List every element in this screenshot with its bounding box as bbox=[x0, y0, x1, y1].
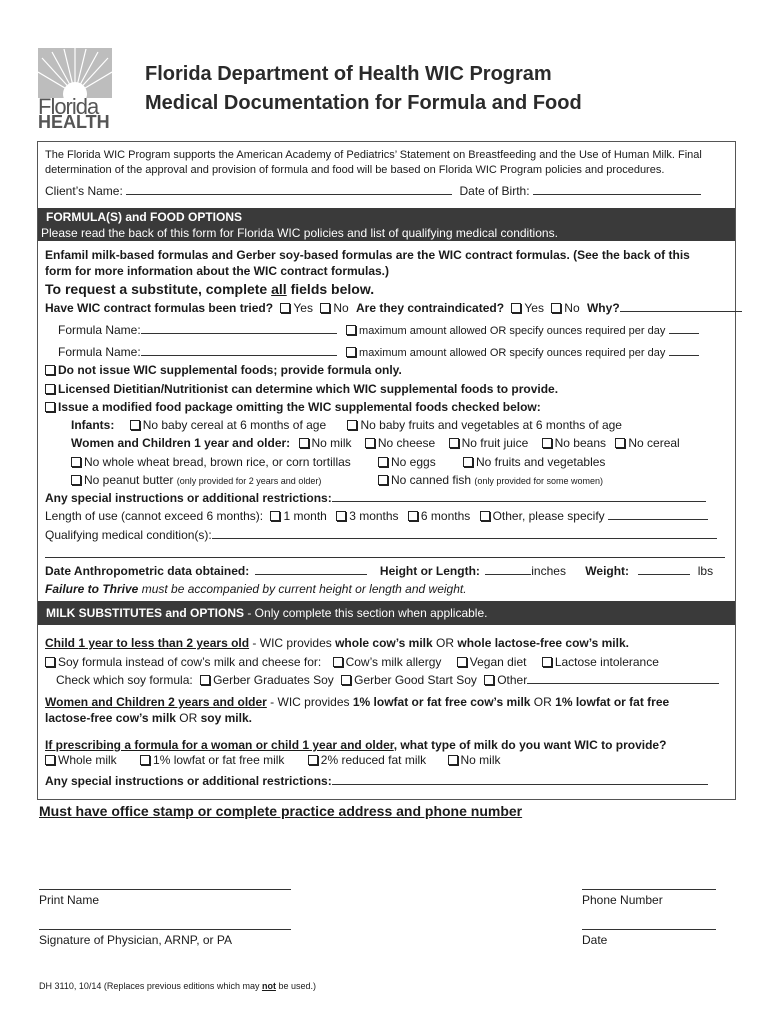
lactose-intolerance-label: Lactose intolerance bbox=[554, 655, 659, 669]
max-amount-checkbox-1[interactable] bbox=[346, 325, 356, 335]
no-cereal-checkbox[interactable] bbox=[615, 438, 625, 448]
women-line2-or: OR bbox=[175, 711, 201, 725]
anthro-label: Date Anthropometric data obtained: bbox=[45, 564, 250, 578]
six-months-label: 6 months bbox=[420, 509, 471, 523]
why-label: Why? bbox=[586, 301, 620, 315]
lowfat-milk-checkbox[interactable] bbox=[140, 755, 150, 765]
special-instructions-label-2: Any special instructions or additional restrictions: bbox=[45, 774, 332, 788]
intro-line-1: The Florida WIC Program supports the American Academy of Pediatrics’ Statement on Breastfeeding and the Use of Human Milk. Final bbox=[45, 149, 702, 161]
other-soy-label: Other bbox=[497, 673, 528, 687]
women-mid: - WIC provides bbox=[266, 695, 353, 709]
women-heading: Women and Children 2 years and older bbox=[45, 695, 267, 709]
logo-word-health: HEALTH bbox=[38, 112, 110, 132]
special-instructions-field-2[interactable] bbox=[332, 773, 708, 785]
reduced-fat-checkbox[interactable] bbox=[308, 755, 318, 765]
soy-instead-row bbox=[45, 654, 659, 670]
formula-name-label: Formula Name: bbox=[58, 323, 141, 337]
no-whole-wheat-checkbox[interactable] bbox=[71, 457, 81, 467]
contract-line-1: Enfamil milk-based formulas and Gerber soy-based formulas are the WIC contract formulas. (See the back of this bbox=[45, 248, 690, 262]
check-soy-row bbox=[56, 672, 719, 688]
vegan-checkbox[interactable] bbox=[457, 657, 467, 667]
weight-label: Weight: bbox=[585, 564, 630, 578]
client-name-field[interactable] bbox=[126, 183, 452, 195]
no-supplemental-label: Do not issue WIC supplemental foods; provide formula only. bbox=[58, 363, 402, 377]
failure-to-thrive-note bbox=[45, 581, 467, 597]
substitute-all: all bbox=[271, 281, 287, 297]
date-line[interactable] bbox=[582, 929, 716, 930]
form-id bbox=[39, 978, 316, 994]
milk-section-bar bbox=[38, 601, 735, 625]
no-peanut-checkbox[interactable] bbox=[71, 475, 81, 485]
print-name-label: Print Name bbox=[39, 893, 100, 907]
qualifying-row bbox=[45, 527, 717, 543]
height-label: Height or Length: bbox=[379, 564, 480, 578]
opt-dietitian bbox=[45, 381, 558, 397]
dietitian-checkbox[interactable] bbox=[45, 384, 55, 394]
no-fruit-juice-checkbox[interactable] bbox=[449, 438, 459, 448]
no-supplemental-checkbox[interactable] bbox=[45, 365, 55, 375]
other-length-label: Other, please specify bbox=[492, 509, 605, 523]
women-line-2 bbox=[45, 710, 252, 726]
special-instructions-row-1 bbox=[45, 490, 706, 506]
tried-yes-checkbox[interactable] bbox=[280, 303, 290, 313]
client-name-label: Client’s Name: bbox=[45, 184, 123, 198]
three-months-checkbox[interactable] bbox=[336, 511, 346, 521]
no-eggs-label: No eggs bbox=[391, 455, 436, 469]
no-cheese-label: No cheese bbox=[377, 436, 436, 450]
ftt-rest: must be accompanied by current height or length and weight. bbox=[138, 582, 467, 596]
opt-modified bbox=[45, 399, 541, 415]
women-or: OR bbox=[530, 695, 556, 709]
women-lowfat2: 1% lowfat or fat free bbox=[555, 695, 670, 709]
weight-field[interactable] bbox=[638, 563, 690, 575]
print-name-line[interactable] bbox=[39, 889, 291, 890]
no-whole-wheat-label: No whole wheat bread, brown rice, or corn tortillas bbox=[84, 455, 351, 469]
formula-name-field-2[interactable] bbox=[141, 344, 337, 356]
no-milk-type-checkbox[interactable] bbox=[448, 755, 458, 765]
client-name-row bbox=[45, 183, 701, 199]
tried-no-label: No bbox=[333, 301, 349, 315]
soy-instead-checkbox[interactable] bbox=[45, 657, 55, 667]
length-of-use-row bbox=[45, 508, 708, 524]
milk-bar-text bbox=[46, 606, 487, 620]
phone-number-label: Phone Number bbox=[582, 893, 663, 907]
peanut-note: (only provided for 2 years and older) bbox=[176, 476, 322, 486]
max-amount-label: maximum amount allowed OR specify ounces required per day bbox=[359, 325, 666, 337]
formula-name-row-1 bbox=[58, 322, 699, 339]
ounces-field-2[interactable] bbox=[669, 344, 699, 356]
check-soy-label: Check which soy formula: bbox=[56, 673, 193, 687]
infants-label: Infants: bbox=[71, 418, 115, 432]
phone-number-line[interactable] bbox=[582, 889, 716, 890]
women-lowfat: 1% lowfat or fat free cow’s milk bbox=[352, 695, 531, 709]
max-amount-checkbox-2[interactable] bbox=[346, 347, 356, 357]
special-instructions-label: Any special instructions or additional restrictions: bbox=[45, 491, 332, 505]
tried-row bbox=[45, 300, 742, 316]
canned-fish-row bbox=[378, 472, 603, 489]
no-canned-fish-label: No canned fish bbox=[391, 473, 472, 487]
lbs-label: lbs bbox=[697, 564, 714, 578]
why-field[interactable] bbox=[620, 300, 742, 312]
sunburst-icon bbox=[38, 48, 112, 98]
one-month-checkbox[interactable] bbox=[270, 511, 280, 521]
dietitian-label: Licensed Dietitian/Nutritionist can determine which WIC supplemental foods to provide. bbox=[58, 382, 559, 396]
contra-no-checkbox[interactable] bbox=[551, 303, 561, 313]
substitute-pre: To request a substitute, complete bbox=[45, 281, 272, 297]
form-id-not: not bbox=[261, 981, 276, 991]
no-eggs-checkbox[interactable] bbox=[378, 457, 388, 467]
ftt-bold: Failure to Thrive bbox=[45, 582, 139, 596]
other-soy-field[interactable] bbox=[527, 672, 719, 684]
child-whole: whole cow’s milk bbox=[335, 636, 433, 650]
tried-label: Have WIC contract formulas been tried? bbox=[45, 301, 274, 315]
other-soy-checkbox[interactable] bbox=[484, 675, 494, 685]
no-fruits-veg-checkbox[interactable] bbox=[463, 457, 473, 467]
whole-milk-checkbox[interactable] bbox=[45, 755, 55, 765]
no-fruits-veg-label: No fruits and vegetables bbox=[476, 455, 606, 469]
whole-milk-label: Whole milk bbox=[58, 753, 117, 767]
no-baby-cereal-checkbox[interactable] bbox=[130, 420, 140, 430]
modified-label: Issue a modified food package omitting the WIC supplemental foods checked below: bbox=[58, 400, 541, 414]
one-month-label: 1 month bbox=[283, 509, 327, 523]
milk-type-row bbox=[45, 752, 501, 768]
anthro-date-field[interactable] bbox=[255, 563, 367, 575]
substitute-heading bbox=[45, 280, 374, 298]
formula-bar-subtitle: Please read the back of this form for Florida WIC policies and list of qualifying medical conditions. bbox=[41, 226, 558, 240]
no-peanut-label: No peanut butter bbox=[84, 473, 174, 487]
signature-label: Signature of Physician, ARNP, or PA bbox=[39, 933, 232, 947]
form-id-pre: DH 3110, 10/14 (Replaces previous editions which may bbox=[39, 981, 262, 991]
women-children-label: Women and Children 1 year and older: bbox=[71, 436, 291, 450]
prescribing-row bbox=[45, 737, 666, 753]
florida-health-logo bbox=[38, 48, 112, 132]
form-id-post: be used.) bbox=[275, 981, 316, 991]
formula-bar-title: FORMULA(S) and FOOD OPTIONS bbox=[46, 210, 242, 224]
substitute-post: fields below. bbox=[286, 281, 375, 297]
three-months-label: 3 months bbox=[349, 509, 399, 523]
women-heading-row bbox=[45, 694, 669, 710]
anthro-row bbox=[45, 563, 713, 579]
prescribing-heading: If prescribing a formula for a woman or child 1 year and older bbox=[45, 738, 394, 752]
gerber-good-start-label: Gerber Good Start Soy bbox=[354, 673, 477, 687]
contra-yes-label: Yes bbox=[524, 301, 544, 315]
date-label: Date bbox=[582, 933, 608, 947]
women-line2-a: lactose-free cow’s milk bbox=[45, 711, 176, 725]
dob-field[interactable] bbox=[533, 183, 701, 195]
no-canned-fish-checkbox[interactable] bbox=[378, 475, 388, 485]
no-baby-fruits-checkbox[interactable] bbox=[347, 420, 357, 430]
page-subtitle: Medical Documentation for Formula and Food bbox=[145, 92, 582, 114]
qualifying-field-line-2[interactable] bbox=[45, 557, 725, 558]
special-instructions-field-1[interactable] bbox=[332, 490, 706, 502]
cow-allergy-checkbox[interactable] bbox=[333, 657, 343, 667]
no-milk-label: No milk bbox=[311, 436, 352, 450]
gerber-graduates-label: Gerber Graduates Soy bbox=[213, 673, 334, 687]
ounces-field-1[interactable] bbox=[669, 322, 699, 334]
gerber-graduates-checkbox[interactable] bbox=[200, 675, 210, 685]
no-baby-cereal-label: No baby cereal at 6 months of age bbox=[142, 418, 327, 432]
inches-label: inches bbox=[531, 564, 566, 578]
formula-name-label: Formula Name: bbox=[58, 345, 141, 359]
page-title: Florida Department of Health WIC Program bbox=[145, 63, 552, 85]
child-heading-row bbox=[45, 635, 629, 651]
formula-section-bar bbox=[38, 208, 735, 241]
peanut-row bbox=[71, 472, 321, 489]
no-baby-fruits-label: No baby fruits and vegetables at 6 months of age bbox=[360, 418, 622, 432]
gerber-good-start-checkbox[interactable] bbox=[341, 675, 351, 685]
intro-line-2: determination of the approval and provision of formula and food will be based on Florida WIC Program policies and procedures. bbox=[45, 164, 665, 176]
signature-line[interactable] bbox=[39, 929, 291, 930]
child-mid: - WIC provides bbox=[249, 636, 336, 650]
six-months-checkbox[interactable] bbox=[408, 511, 418, 521]
no-cereal-label: No cereal bbox=[628, 436, 680, 450]
special-instructions-row-2 bbox=[45, 773, 708, 789]
vegan-label: Vegan diet bbox=[469, 655, 527, 669]
no-cheese-checkbox[interactable] bbox=[365, 438, 375, 448]
modified-checkbox[interactable] bbox=[45, 402, 55, 412]
tried-yes-label: Yes bbox=[293, 301, 313, 315]
no-beans-label: No beans bbox=[554, 436, 606, 450]
stamp-notice: Must have office stamp or complete practice address and phone number bbox=[39, 803, 523, 819]
no-fruit-juice-label: No fruit juice bbox=[461, 436, 529, 450]
child-or: OR bbox=[432, 636, 458, 650]
women-line2-soy: soy milk. bbox=[200, 711, 252, 725]
formula-name-field-1[interactable] bbox=[141, 322, 337, 334]
qualifying-field[interactable] bbox=[212, 527, 717, 539]
no-beans-checkbox[interactable] bbox=[542, 438, 552, 448]
opt-no-supplemental bbox=[45, 362, 402, 378]
child-lactose: whole lactose-free cow’s milk. bbox=[457, 636, 629, 650]
formula-name-row-2 bbox=[58, 344, 699, 361]
prescribing-rest: , what type of milk do you want WIC to provide? bbox=[393, 738, 667, 752]
fish-note: (only provided for some women) bbox=[474, 476, 603, 486]
child-heading: Child 1 year to less than 2 years old bbox=[45, 636, 250, 650]
reduced-fat-label: 2% reduced fat milk bbox=[320, 753, 427, 767]
logo-word-florida: Florida bbox=[38, 94, 99, 119]
infants-row bbox=[71, 417, 622, 433]
contra-no-label: No bbox=[564, 301, 580, 315]
height-field[interactable] bbox=[485, 563, 531, 575]
contra-yes-checkbox[interactable] bbox=[511, 303, 521, 313]
eggs-row bbox=[378, 454, 436, 470]
women-children-row bbox=[71, 435, 680, 451]
lactose-intolerance-checkbox[interactable] bbox=[542, 657, 552, 667]
contract-line-2: form for more information about the WIC contract formulas.) bbox=[45, 264, 390, 278]
soy-instead-label: Soy formula instead of cow’s milk and cheese for: bbox=[58, 655, 322, 669]
dob-label: Date of Birth: bbox=[459, 184, 530, 198]
milk-bar-rest: - Only complete this section when applicable. bbox=[244, 606, 488, 620]
other-length-checkbox[interactable] bbox=[480, 511, 490, 521]
tried-no-checkbox[interactable] bbox=[320, 303, 330, 313]
lowfat-milk-label: 1% lowfat or fat free milk bbox=[153, 753, 285, 767]
max-amount-label: maximum amount allowed OR specify ounces required per day bbox=[359, 347, 666, 359]
cow-allergy-label: Cow’s milk allergy bbox=[345, 655, 442, 669]
contra-label: Are they contraindicated? bbox=[356, 301, 505, 315]
length-label: Length of use (cannot exceed 6 months): bbox=[45, 509, 264, 523]
milk-bar-title: MILK SUBSTITUTES and OPTIONS bbox=[46, 606, 245, 620]
fruits-veg-row bbox=[463, 454, 605, 470]
other-length-field[interactable] bbox=[608, 508, 708, 520]
whole-wheat-row bbox=[71, 454, 351, 470]
no-milk-type-label: No milk bbox=[460, 753, 501, 767]
no-milk-checkbox[interactable] bbox=[299, 438, 309, 448]
qualifying-label: Qualifying medical condition(s): bbox=[45, 528, 212, 542]
